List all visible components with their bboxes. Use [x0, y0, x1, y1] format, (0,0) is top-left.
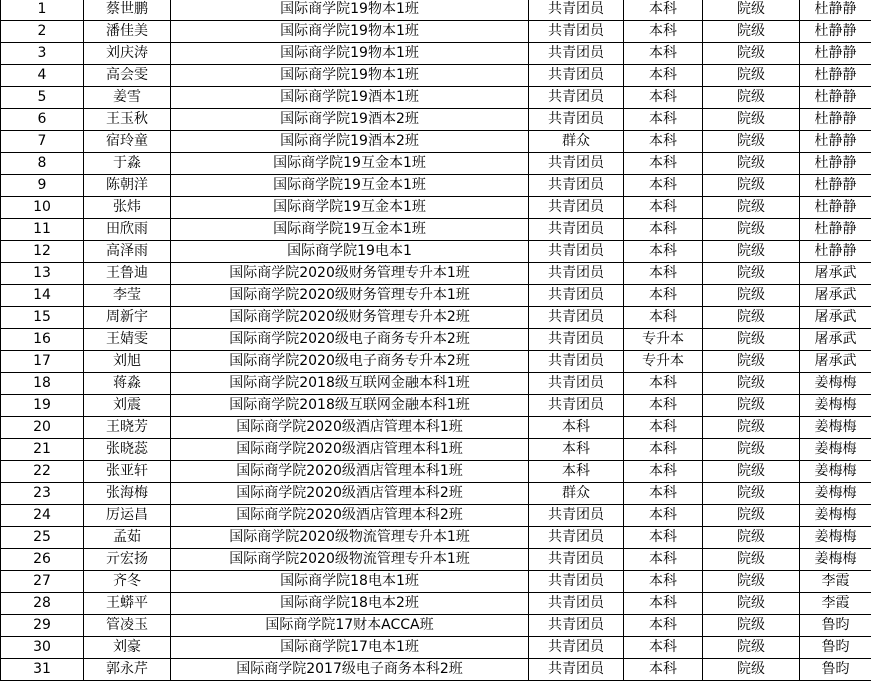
cell-political-status[interactable]: 共青团员 [529, 659, 624, 681]
cell-number[interactable]: 20 [1, 417, 84, 439]
cell-number[interactable]: 16 [1, 329, 84, 351]
cell-name[interactable]: 郭永芹 [84, 659, 171, 681]
cell-political-status[interactable]: 共青团员 [529, 615, 624, 637]
cell-number[interactable]: 31 [1, 659, 84, 681]
cell-teacher[interactable]: 杜静静 [800, 65, 871, 87]
cell-name[interactable]: 陈朝洋 [84, 175, 171, 197]
cell-level[interactable]: 院级 [703, 109, 800, 131]
cell-number[interactable]: 21 [1, 439, 84, 461]
cell-level[interactable]: 院级 [703, 439, 800, 461]
cell-number[interactable]: 17 [1, 351, 84, 373]
cell-name[interactable]: 于淼 [84, 153, 171, 175]
cell-name[interactable]: 蒋淼 [84, 373, 171, 395]
table-row [1, 65, 871, 87]
cell-name[interactable]: 张亚轩 [84, 461, 171, 483]
cell-education[interactable]: 本科 [624, 197, 703, 219]
cell-name[interactable]: 王婧雯 [84, 329, 171, 351]
cell-political-status[interactable]: 共青团员 [529, 637, 624, 659]
cell-teacher[interactable]: 杜静静 [800, 21, 871, 43]
cell-class[interactable]: 国际商学院2018级互联网金融本科1班 [171, 395, 529, 417]
cell-class[interactable]: 国际商学院2020级财务管理专升本1班 [171, 285, 529, 307]
cell-class[interactable]: 国际商学院2017级电子商务本科2班 [171, 659, 529, 681]
cell-number[interactable]: 25 [1, 527, 84, 549]
cell-education[interactable]: 专升本 [624, 351, 703, 373]
cell-education[interactable]: 本科 [624, 153, 703, 175]
cell-teacher[interactable]: 鲁昀 [800, 615, 871, 637]
cell-level[interactable]: 院级 [703, 307, 800, 329]
table-row [1, 659, 871, 681]
cell-education[interactable]: 本科 [624, 505, 703, 527]
cell-level[interactable]: 院级 [703, 351, 800, 373]
cell-teacher[interactable]: 姜梅梅 [800, 417, 871, 439]
cell-teacher[interactable]: 杜静静 [800, 153, 871, 175]
cell-level[interactable]: 院级 [703, 593, 800, 615]
table-row [1, 505, 871, 527]
cell-level[interactable]: 院级 [703, 87, 800, 109]
table-row [1, 615, 871, 637]
table-row [1, 351, 871, 373]
cell-class[interactable]: 国际商学院19物本1班 [171, 43, 529, 65]
cell-education[interactable]: 本科 [624, 263, 703, 285]
cell-class[interactable]: 国际商学院19物本1班 [171, 0, 529, 21]
cell-level[interactable]: 院级 [703, 637, 800, 659]
table-row [1, 439, 871, 461]
cell-number[interactable]: 7 [1, 131, 84, 153]
cell-political-status[interactable]: 共青团员 [529, 65, 624, 87]
cell-name[interactable]: 周新宇 [84, 307, 171, 329]
cell-number[interactable]: 15 [1, 307, 84, 329]
cell-teacher[interactable]: 姜梅梅 [800, 505, 871, 527]
cell-name[interactable]: 宿玲童 [84, 131, 171, 153]
cell-political-status[interactable]: 共青团员 [529, 593, 624, 615]
cell-teacher[interactable]: 屠承武 [800, 263, 871, 285]
cell-name[interactable]: 高会雯 [84, 65, 171, 87]
cell-level[interactable]: 院级 [703, 373, 800, 395]
cell-class[interactable]: 国际商学院2020级电子商务专升本2班 [171, 351, 529, 373]
cell-teacher[interactable]: 姜梅梅 [800, 527, 871, 549]
cell-level[interactable]: 院级 [703, 549, 800, 571]
cell-class[interactable]: 国际商学院19电本1 [171, 241, 529, 263]
cell-education[interactable]: 本科 [624, 21, 703, 43]
cell-level[interactable]: 院级 [703, 175, 800, 197]
cell-name[interactable]: 亓宏扬 [84, 549, 171, 571]
table-body [1, 0, 871, 681]
cell-level[interactable]: 院级 [703, 65, 800, 87]
cell-class[interactable]: 国际商学院2020级财务管理专升本1班 [171, 263, 529, 285]
cell-education[interactable]: 本科 [624, 417, 703, 439]
cell-number[interactable]: 18 [1, 373, 84, 395]
cell-political-status[interactable]: 共青团员 [529, 527, 624, 549]
cell-teacher[interactable]: 屠承武 [800, 351, 871, 373]
cell-level[interactable]: 院级 [703, 0, 800, 21]
cell-number[interactable]: 24 [1, 505, 84, 527]
cell-education[interactable]: 本科 [624, 285, 703, 307]
cell-number[interactable]: 5 [1, 87, 84, 109]
cell-name[interactable]: 王晓芳 [84, 417, 171, 439]
cell-political-status[interactable]: 共青团员 [529, 175, 624, 197]
cell-name[interactable]: 王蟒平 [84, 593, 171, 615]
cell-level[interactable]: 院级 [703, 43, 800, 65]
cell-political-status[interactable]: 共青团员 [529, 505, 624, 527]
cell-political-status[interactable]: 共青团员 [529, 549, 624, 571]
cell-teacher[interactable]: 杜静静 [800, 219, 871, 241]
cell-number[interactable]: 27 [1, 571, 84, 593]
table-row [1, 571, 871, 593]
cell-level[interactable]: 院级 [703, 263, 800, 285]
cell-number[interactable]: 11 [1, 219, 84, 241]
cell-education[interactable]: 本科 [624, 219, 703, 241]
cell-political-status[interactable]: 共青团员 [529, 285, 624, 307]
cell-number[interactable]: 8 [1, 153, 84, 175]
cell-class[interactable]: 国际商学院19互金本1班 [171, 153, 529, 175]
cell-education[interactable]: 本科 [624, 571, 703, 593]
table-row [1, 395, 871, 417]
cell-teacher[interactable]: 屠承武 [800, 285, 871, 307]
cell-number[interactable]: 29 [1, 615, 84, 637]
cell-level[interactable]: 院级 [703, 329, 800, 351]
cell-teacher[interactable]: 鲁昀 [800, 637, 871, 659]
cell-political-status[interactable]: 共青团员 [529, 373, 624, 395]
cell-number[interactable]: 1 [1, 0, 84, 21]
cell-teacher[interactable]: 杜静静 [800, 175, 871, 197]
cell-political-status[interactable]: 共青团员 [529, 109, 624, 131]
cell-class[interactable]: 国际商学院2020级酒店管理本科1班 [171, 461, 529, 483]
cell-political-status[interactable]: 共青团员 [529, 241, 624, 263]
cell-name[interactable]: 张海梅 [84, 483, 171, 505]
cell-number[interactable]: 10 [1, 197, 84, 219]
cell-number[interactable]: 4 [1, 65, 84, 87]
cell-number[interactable]: 28 [1, 593, 84, 615]
cell-name[interactable]: 刘豪 [84, 637, 171, 659]
cell-level[interactable]: 院级 [703, 219, 800, 241]
cell-class[interactable]: 国际商学院2018级互联网金融本科1班 [171, 373, 529, 395]
cell-political-status[interactable]: 共青团员 [529, 395, 624, 417]
cell-class[interactable]: 国际商学院2020级电子商务专升本2班 [171, 329, 529, 351]
cell-class[interactable]: 国际商学院2020级酒店管理本科1班 [171, 417, 529, 439]
table-row [1, 131, 871, 153]
cell-teacher[interactable]: 李霞 [800, 593, 871, 615]
cell-name[interactable]: 王玉秋 [84, 109, 171, 131]
cell-level[interactable]: 院级 [703, 131, 800, 153]
cell-political-status[interactable]: 共青团员 [529, 21, 624, 43]
table-row [1, 373, 871, 395]
cell-name[interactable]: 姜雪 [84, 87, 171, 109]
cell-number[interactable]: 26 [1, 549, 84, 571]
cell-class[interactable]: 国际商学院2020级酒店管理本科2班 [171, 505, 529, 527]
cell-name[interactable]: 厉运昌 [84, 505, 171, 527]
cell-education[interactable]: 本科 [624, 439, 703, 461]
table-row [1, 153, 871, 175]
cell-class[interactable]: 国际商学院19互金本1班 [171, 175, 529, 197]
cell-class[interactable]: 国际商学院18电本1班 [171, 571, 529, 593]
cell-political-status[interactable]: 共青团员 [529, 0, 624, 21]
table-row [1, 241, 871, 263]
cell-number[interactable]: 22 [1, 461, 84, 483]
cell-class[interactable]: 国际商学院2020级物流管理专升本1班 [171, 527, 529, 549]
cell-name[interactable]: 管凌玉 [84, 615, 171, 637]
cell-political-status[interactable]: 共青团员 [529, 219, 624, 241]
cell-level[interactable]: 院级 [703, 395, 800, 417]
cell-class[interactable]: 国际商学院2020级财务管理专升本2班 [171, 307, 529, 329]
cell-level[interactable]: 院级 [703, 241, 800, 263]
cell-name[interactable]: 高泽雨 [84, 241, 171, 263]
cell-name[interactable]: 田欣雨 [84, 219, 171, 241]
cell-political-status[interactable]: 共青团员 [529, 571, 624, 593]
cell-number[interactable]: 19 [1, 395, 84, 417]
cell-political-status[interactable]: 共青团员 [529, 43, 624, 65]
cell-education[interactable]: 本科 [624, 461, 703, 483]
cell-education[interactable]: 本科 [624, 637, 703, 659]
cell-name[interactable]: 张炜 [84, 197, 171, 219]
table-row [1, 0, 871, 21]
cell-level[interactable]: 院级 [703, 197, 800, 219]
table-row [1, 21, 871, 43]
cell-name[interactable]: 张晓蕊 [84, 439, 171, 461]
cell-political-status[interactable]: 共青团员 [529, 197, 624, 219]
cell-class[interactable]: 国际商学院19酒本1班 [171, 87, 529, 109]
cell-number[interactable]: 12 [1, 241, 84, 263]
table-row [1, 285, 871, 307]
cell-education[interactable]: 本科 [624, 43, 703, 65]
cell-political-status[interactable]: 共青团员 [529, 351, 624, 373]
table-row [1, 307, 871, 329]
cell-teacher[interactable]: 杜静静 [800, 43, 871, 65]
table-row [1, 87, 871, 109]
cell-level[interactable]: 院级 [703, 483, 800, 505]
cell-name[interactable]: 刘庆涛 [84, 43, 171, 65]
cell-political-status[interactable]: 共青团员 [529, 329, 624, 351]
cell-level[interactable]: 院级 [703, 21, 800, 43]
cell-education[interactable]: 本科 [624, 615, 703, 637]
cell-level[interactable]: 院级 [703, 285, 800, 307]
cell-name[interactable]: 孟茹 [84, 527, 171, 549]
table-row [1, 593, 871, 615]
cell-teacher[interactable]: 杜静静 [800, 197, 871, 219]
cell-name[interactable]: 刘旭 [84, 351, 171, 373]
table-row [1, 219, 871, 241]
cell-education[interactable]: 本科 [624, 483, 703, 505]
cell-teacher[interactable]: 姜梅梅 [800, 549, 871, 571]
cell-political-status[interactable]: 群众 [529, 131, 624, 153]
cell-teacher[interactable]: 姜梅梅 [800, 439, 871, 461]
cell-political-status[interactable]: 本科 [529, 417, 624, 439]
cell-teacher[interactable]: 杜静静 [800, 109, 871, 131]
cell-class[interactable]: 国际商学院17电本1班 [171, 637, 529, 659]
cell-education[interactable]: 本科 [624, 131, 703, 153]
cell-teacher[interactable]: 姜梅梅 [800, 461, 871, 483]
cell-number[interactable]: 30 [1, 637, 84, 659]
cell-class[interactable]: 国际商学院19互金本1班 [171, 219, 529, 241]
table-row [1, 109, 871, 131]
table-row [1, 549, 871, 571]
table-row [1, 417, 871, 439]
cell-class[interactable]: 国际商学院2020级酒店管理本科1班 [171, 439, 529, 461]
cell-education[interactable]: 本科 [624, 549, 703, 571]
cell-teacher[interactable]: 屠承武 [800, 329, 871, 351]
cell-teacher[interactable]: 李霞 [800, 571, 871, 593]
cell-name[interactable]: 潘佳美 [84, 21, 171, 43]
cell-class[interactable]: 国际商学院19酒本2班 [171, 109, 529, 131]
cell-class[interactable]: 国际商学院19物本1班 [171, 65, 529, 87]
cell-level[interactable]: 院级 [703, 461, 800, 483]
cell-level[interactable]: 院级 [703, 615, 800, 637]
cell-education[interactable]: 本科 [624, 307, 703, 329]
cell-name[interactable]: 王鲁迪 [84, 263, 171, 285]
cell-name[interactable]: 齐冬 [84, 571, 171, 593]
table-row [1, 461, 871, 483]
table-row [1, 197, 871, 219]
table-row [1, 263, 871, 285]
cell-education[interactable]: 本科 [624, 395, 703, 417]
table-row [1, 483, 871, 505]
cell-number[interactable]: 14 [1, 285, 84, 307]
cell-level[interactable]: 院级 [703, 527, 800, 549]
cell-political-status[interactable]: 共青团员 [529, 153, 624, 175]
cell-number[interactable]: 6 [1, 109, 84, 131]
cell-teacher[interactable]: 姜梅梅 [800, 395, 871, 417]
cell-teacher[interactable]: 姜梅梅 [800, 373, 871, 395]
cell-teacher[interactable]: 姜梅梅 [800, 483, 871, 505]
cell-teacher[interactable]: 杜静静 [800, 131, 871, 153]
cell-level[interactable]: 院级 [703, 571, 800, 593]
table-row [1, 329, 871, 351]
cell-teacher[interactable]: 杜静静 [800, 241, 871, 263]
cell-education[interactable]: 本科 [624, 87, 703, 109]
cell-class[interactable]: 国际商学院2020级酒店管理本科2班 [171, 483, 529, 505]
table-row [1, 43, 871, 65]
cell-political-status[interactable]: 共青团员 [529, 87, 624, 109]
cell-education[interactable]: 本科 [624, 593, 703, 615]
cell-teacher[interactable]: 杜静静 [800, 87, 871, 109]
cell-level[interactable]: 院级 [703, 659, 800, 681]
cell-political-status[interactable]: 共青团员 [529, 307, 624, 329]
cell-teacher[interactable]: 屠承武 [800, 307, 871, 329]
cell-teacher[interactable]: 杜静静 [800, 0, 871, 21]
cell-class[interactable]: 国际商学院2020级物流管理专升本1班 [171, 549, 529, 571]
cell-class[interactable]: 国际商学院17财本ACCA班 [171, 615, 529, 637]
cell-class[interactable]: 国际商学院19物本1班 [171, 21, 529, 43]
cell-education[interactable]: 本科 [624, 373, 703, 395]
cell-number[interactable]: 23 [1, 483, 84, 505]
cell-education[interactable]: 本科 [624, 109, 703, 131]
table-row [1, 637, 871, 659]
cell-teacher[interactable]: 鲁昀 [800, 659, 871, 681]
table-row [1, 175, 871, 197]
cell-number[interactable]: 2 [1, 21, 84, 43]
cell-political-status[interactable]: 群众 [529, 483, 624, 505]
cell-political-status[interactable]: 本科 [529, 439, 624, 461]
cell-number[interactable]: 13 [1, 263, 84, 285]
cell-education[interactable]: 本科 [624, 175, 703, 197]
cell-class[interactable]: 国际商学院19互金本1班 [171, 197, 529, 219]
cell-level[interactable]: 院级 [703, 417, 800, 439]
cell-education[interactable]: 本科 [624, 0, 703, 21]
cell-education[interactable]: 本科 [624, 659, 703, 681]
table-row [1, 527, 871, 549]
cell-name[interactable]: 蔡世鹏 [84, 0, 171, 21]
cell-education[interactable]: 本科 [624, 65, 703, 87]
cell-class[interactable]: 国际商学院19酒本2班 [171, 131, 529, 153]
cell-education[interactable]: 专升本 [624, 329, 703, 351]
cell-name[interactable]: 李莹 [84, 285, 171, 307]
cell-name[interactable]: 刘震 [84, 395, 171, 417]
cell-number[interactable]: 9 [1, 175, 84, 197]
cell-political-status[interactable]: 本科 [529, 461, 624, 483]
cell-level[interactable]: 院级 [703, 505, 800, 527]
cell-education[interactable]: 本科 [624, 241, 703, 263]
cell-level[interactable]: 院级 [703, 153, 800, 175]
cell-political-status[interactable]: 共青团员 [529, 263, 624, 285]
cell-education[interactable]: 本科 [624, 527, 703, 549]
cell-number[interactable]: 3 [1, 43, 84, 65]
cell-class[interactable]: 国际商学院18电本2班 [171, 593, 529, 615]
